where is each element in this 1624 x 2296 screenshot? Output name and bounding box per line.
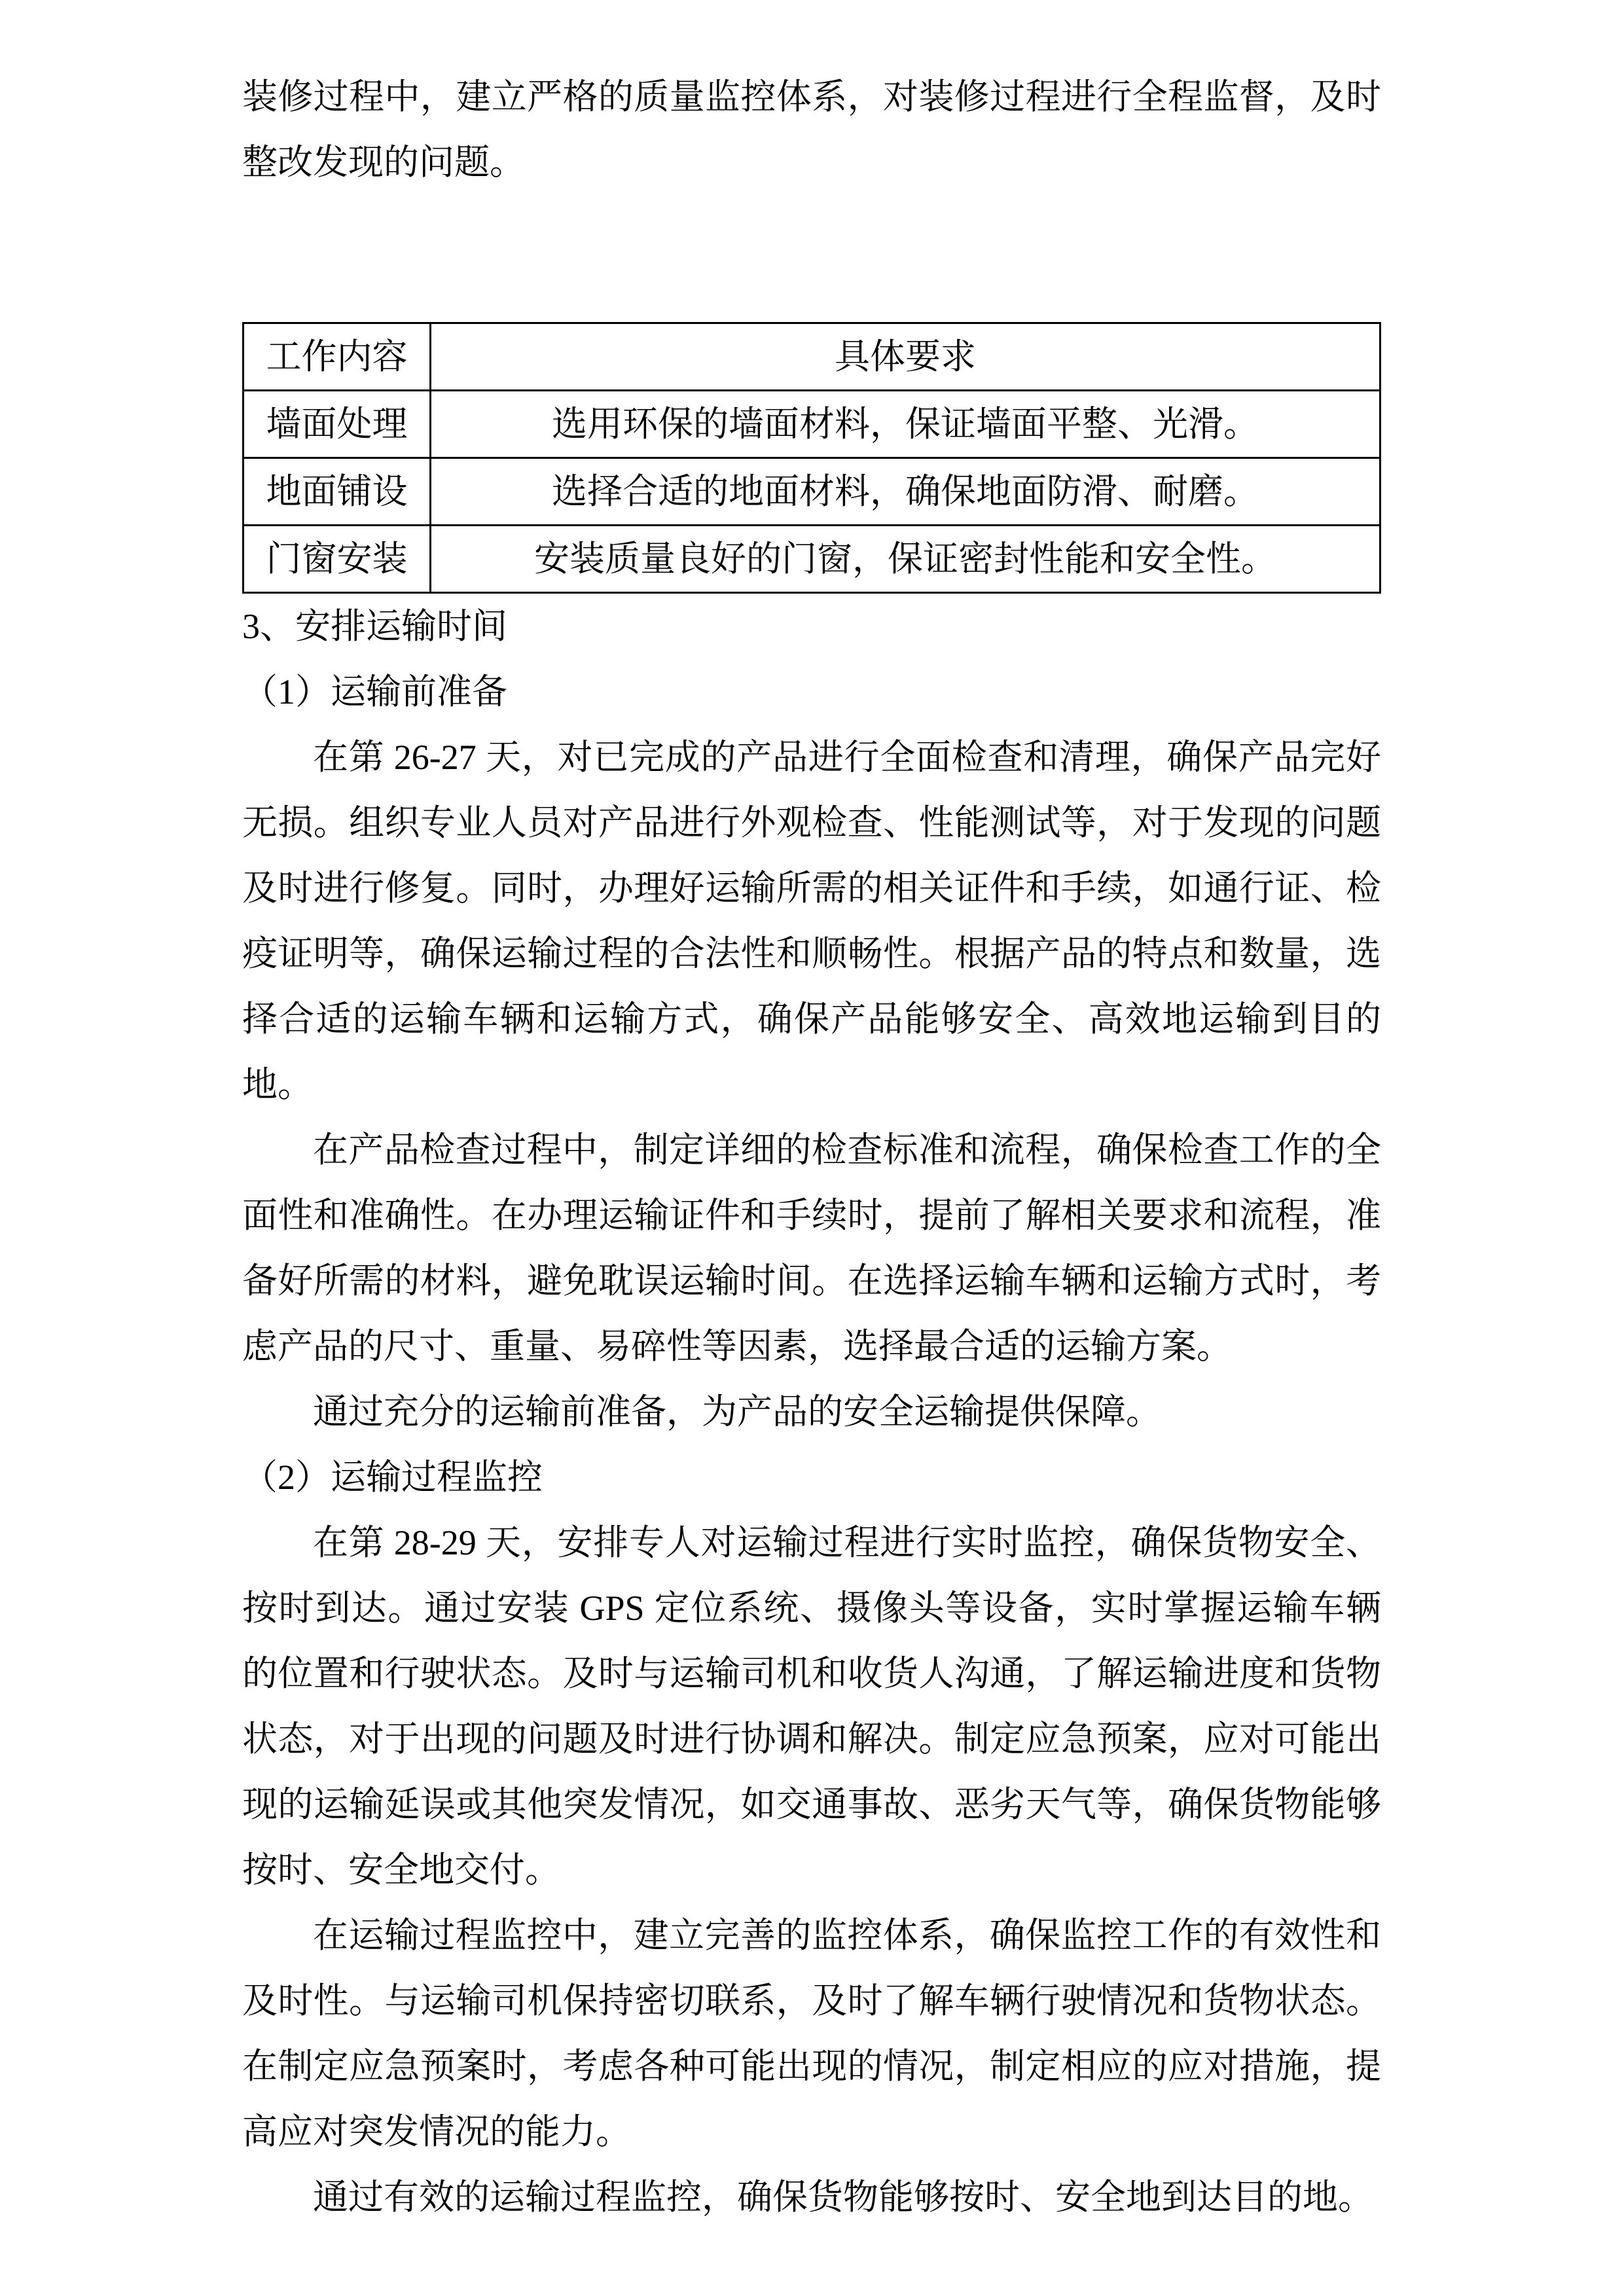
paragraph-pre-transport-summary: 通过充分的运输前准备，为产品的安全运输提供保障。 [313,1392,1161,1431]
table-row [244,391,1380,458]
table-header-requirements: 具体要求 [431,323,1380,391]
table-cell-requirement: 选择合适的地面材料，确保地面防滑、耐磨。 [431,458,1380,526]
table-row [244,526,1380,593]
paragraph-monitoring-summary: 通过有效的运输过程监控，确保货物能够按时、安全地到达目的地。 [313,2178,1373,2217]
section-3-heading: 3、安排运输时间 [242,607,507,646]
paragraph-transport-monitoring: 在第 28-29 天，安排专人对运输过程进行实时监控，确保货物安全、按时到达。通过安装 GPS 定位系统、摄像头等设备，实时掌握运输车辆的位置和行驶状态。及时与运输司机和收货人沟通，了解运输进度和货物状态，对于出现的问题及时进行协调和解决。制定应急预案，应对可能出现的运输延误或其他突发情况，如交通事故、恶劣天气等，确保货物能够按时、安全地交付。 [242,1523,1381,1890]
table-row [244,458,1380,526]
table-cell-requirement: 选用环保的墙面材料，保证墙面平整、光滑。 [431,391,1380,458]
paragraph-intro: 装修过程中，建立严格的质量监控体系，对装修过程进行全程监督，及时整改发现的问题。 [242,77,1381,182]
work-requirements-table [242,322,1381,594]
paragraph-inspection-detail: 在产品检查过程中，制定详细的检查标准和流程，确保检查工作的全面性和准确性。在办理运输证件和手续时，提前了解相关要求和流程，准备好所需的材料，避免耽误运输时间。在选择运输车辆和运输方式时，考虑产品的尺寸、重量、易碎性等因素，选择最合适的运输方案。 [242,1130,1381,1366]
paragraph-pre-transport: 在第 26-27 天，对已完成的产品进行全面检查和清理，确保产品完好无损。组织专业人员对产品进行外观检查、性能测试等，对于发现的问题及时进行修复。同时，办理好运输所需的相关证件和手续，如通行证、检疫证明等，确保运输过程的合法性和顺畅性。根据产品的特点和数量，选择合适的运输车辆和运输方式，确保产品能够安全、高效地运输到目的地。 [242,738,1381,1104]
table-cell-work-content: 墙面处理 [244,391,431,458]
subsection-1-heading: （1）运输前准备 [242,672,507,711]
paragraph-monitoring-detail: 在运输过程监控中，建立完善的监控体系，确保监控工作的有效性和及时性。与运输司机保持密切联系，及时了解车辆行驶情况和货物状态。在制定应急预案时，考虑各种可能出现的情况，制定相应的应对措施，提高应对突发情况的能力。 [242,1916,1381,2151]
table-cell-requirement: 安装质量良好的门窗，保证密封性能和安全性。 [431,526,1380,593]
table-cell-work-content: 地面铺设 [244,458,431,526]
subsection-2-heading: （2）运输过程监控 [242,1458,543,1497]
table-header-row [244,323,1380,391]
table-cell-work-content: 门窗安装 [244,526,431,593]
table-header-work-content: 工作内容 [244,323,431,391]
